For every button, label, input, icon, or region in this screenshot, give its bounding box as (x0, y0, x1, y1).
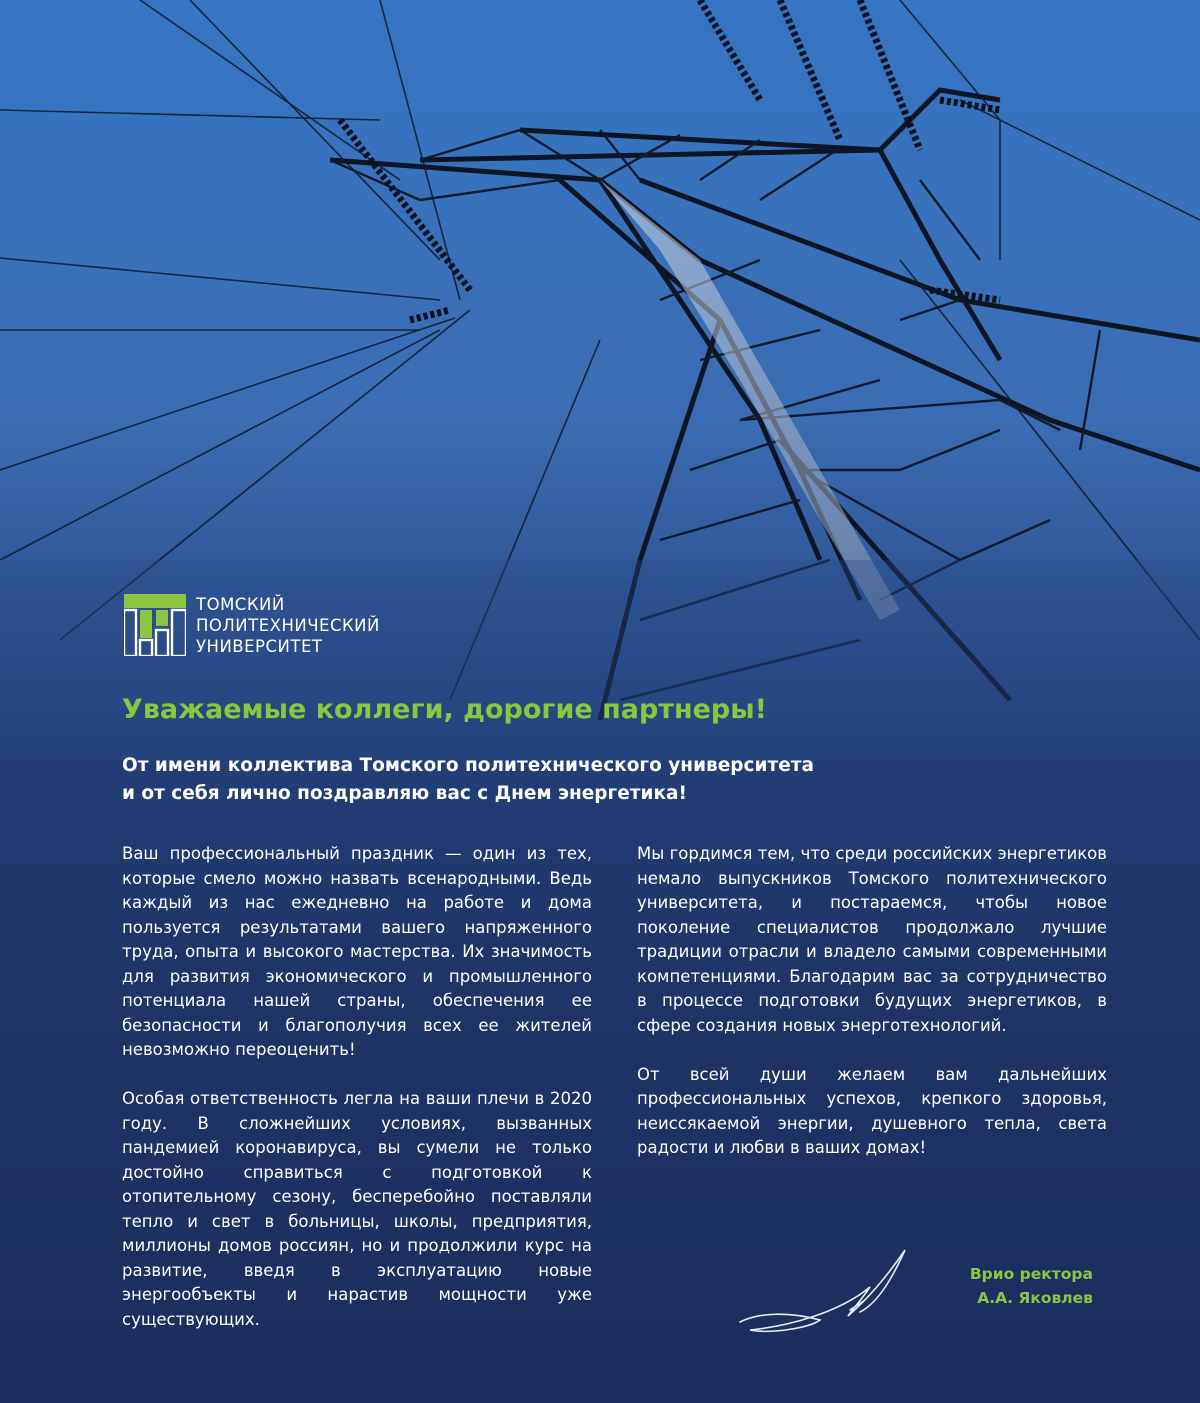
intro-line-2: и от себя лично поздравляю вас с Днем энергетика! (122, 783, 687, 804)
tpu-logo[interactable] (124, 594, 394, 658)
intro-line-1: От имени коллектива Томского политехнического университета (122, 755, 814, 776)
logo-line-1: ТОМСКИЙ (196, 595, 285, 614)
body-paragraph: От всей души желаем вам дальнейших профессиональных успехов, крепкого здоровья, неиссякаемой энергии, душевного тепла, света радости и любви в ваших домах! (637, 1064, 1107, 1157)
signatory-title: Врио ректора (969, 1265, 1093, 1283)
greeting-heading: Уважаемые коллеги, дорогие партнеры! (122, 694, 767, 725)
signature-icon (730, 1242, 930, 1342)
logo-wordmark (196, 594, 380, 657)
body-column-left (122, 842, 592, 1357)
intro-text (122, 752, 1002, 808)
body-paragraph: Ваш профессиональный праздник — один из тех, которые смело можно назвать всенародными. Ведь каждый из нас ежедневно на работе и дома пользуется результатами вашего напряженного труда, опыта и высокого мастерства. Их значимость для развития экономического и промышленного потенциала нашей страны, обеспечения ее безопасности и благополучия всех ее жителей невозможно переоценить! (122, 844, 592, 1059)
logo-line-3: УНИВЕРСИТЕТ (196, 637, 323, 656)
signatory (970, 1262, 1093, 1310)
body-paragraph: Особая ответственность легла на ваши плечи в 2020 году. В сложнейших условиях, вызванных пандемией коронавируса, вы сумели не только достойно справиться с подготовкой к отопительному сезону, бесперебойно поставляли тепло и свет в больницы, школы, предприятия, миллионы домов россиян, но и продолжили курс на развитие, введя в эксплуатацию новые энергообъекты и нарастив мощности уже существующих. (122, 1089, 592, 1329)
logo-line-2: ПОЛИТЕХНИЧЕСКИЙ (196, 616, 380, 635)
signatory-name: А.А. Яковлев (977, 1289, 1093, 1307)
body-paragraph: Мы гордимся тем, что среди российских энергетиков немало выпускников Томского политехнического университета, и постараемся, чтобы новое поколение специалистов продолжало лучшие традиции отрасли и владело самыми современными компетенциями. Благодарим вас за сотрудничество в процессе подготовки будущих энергетиков, в сфере создания новых энерготехнологий. (637, 844, 1107, 1035)
tpu-logo-icon (124, 594, 186, 656)
body-column-right (637, 842, 1107, 1185)
